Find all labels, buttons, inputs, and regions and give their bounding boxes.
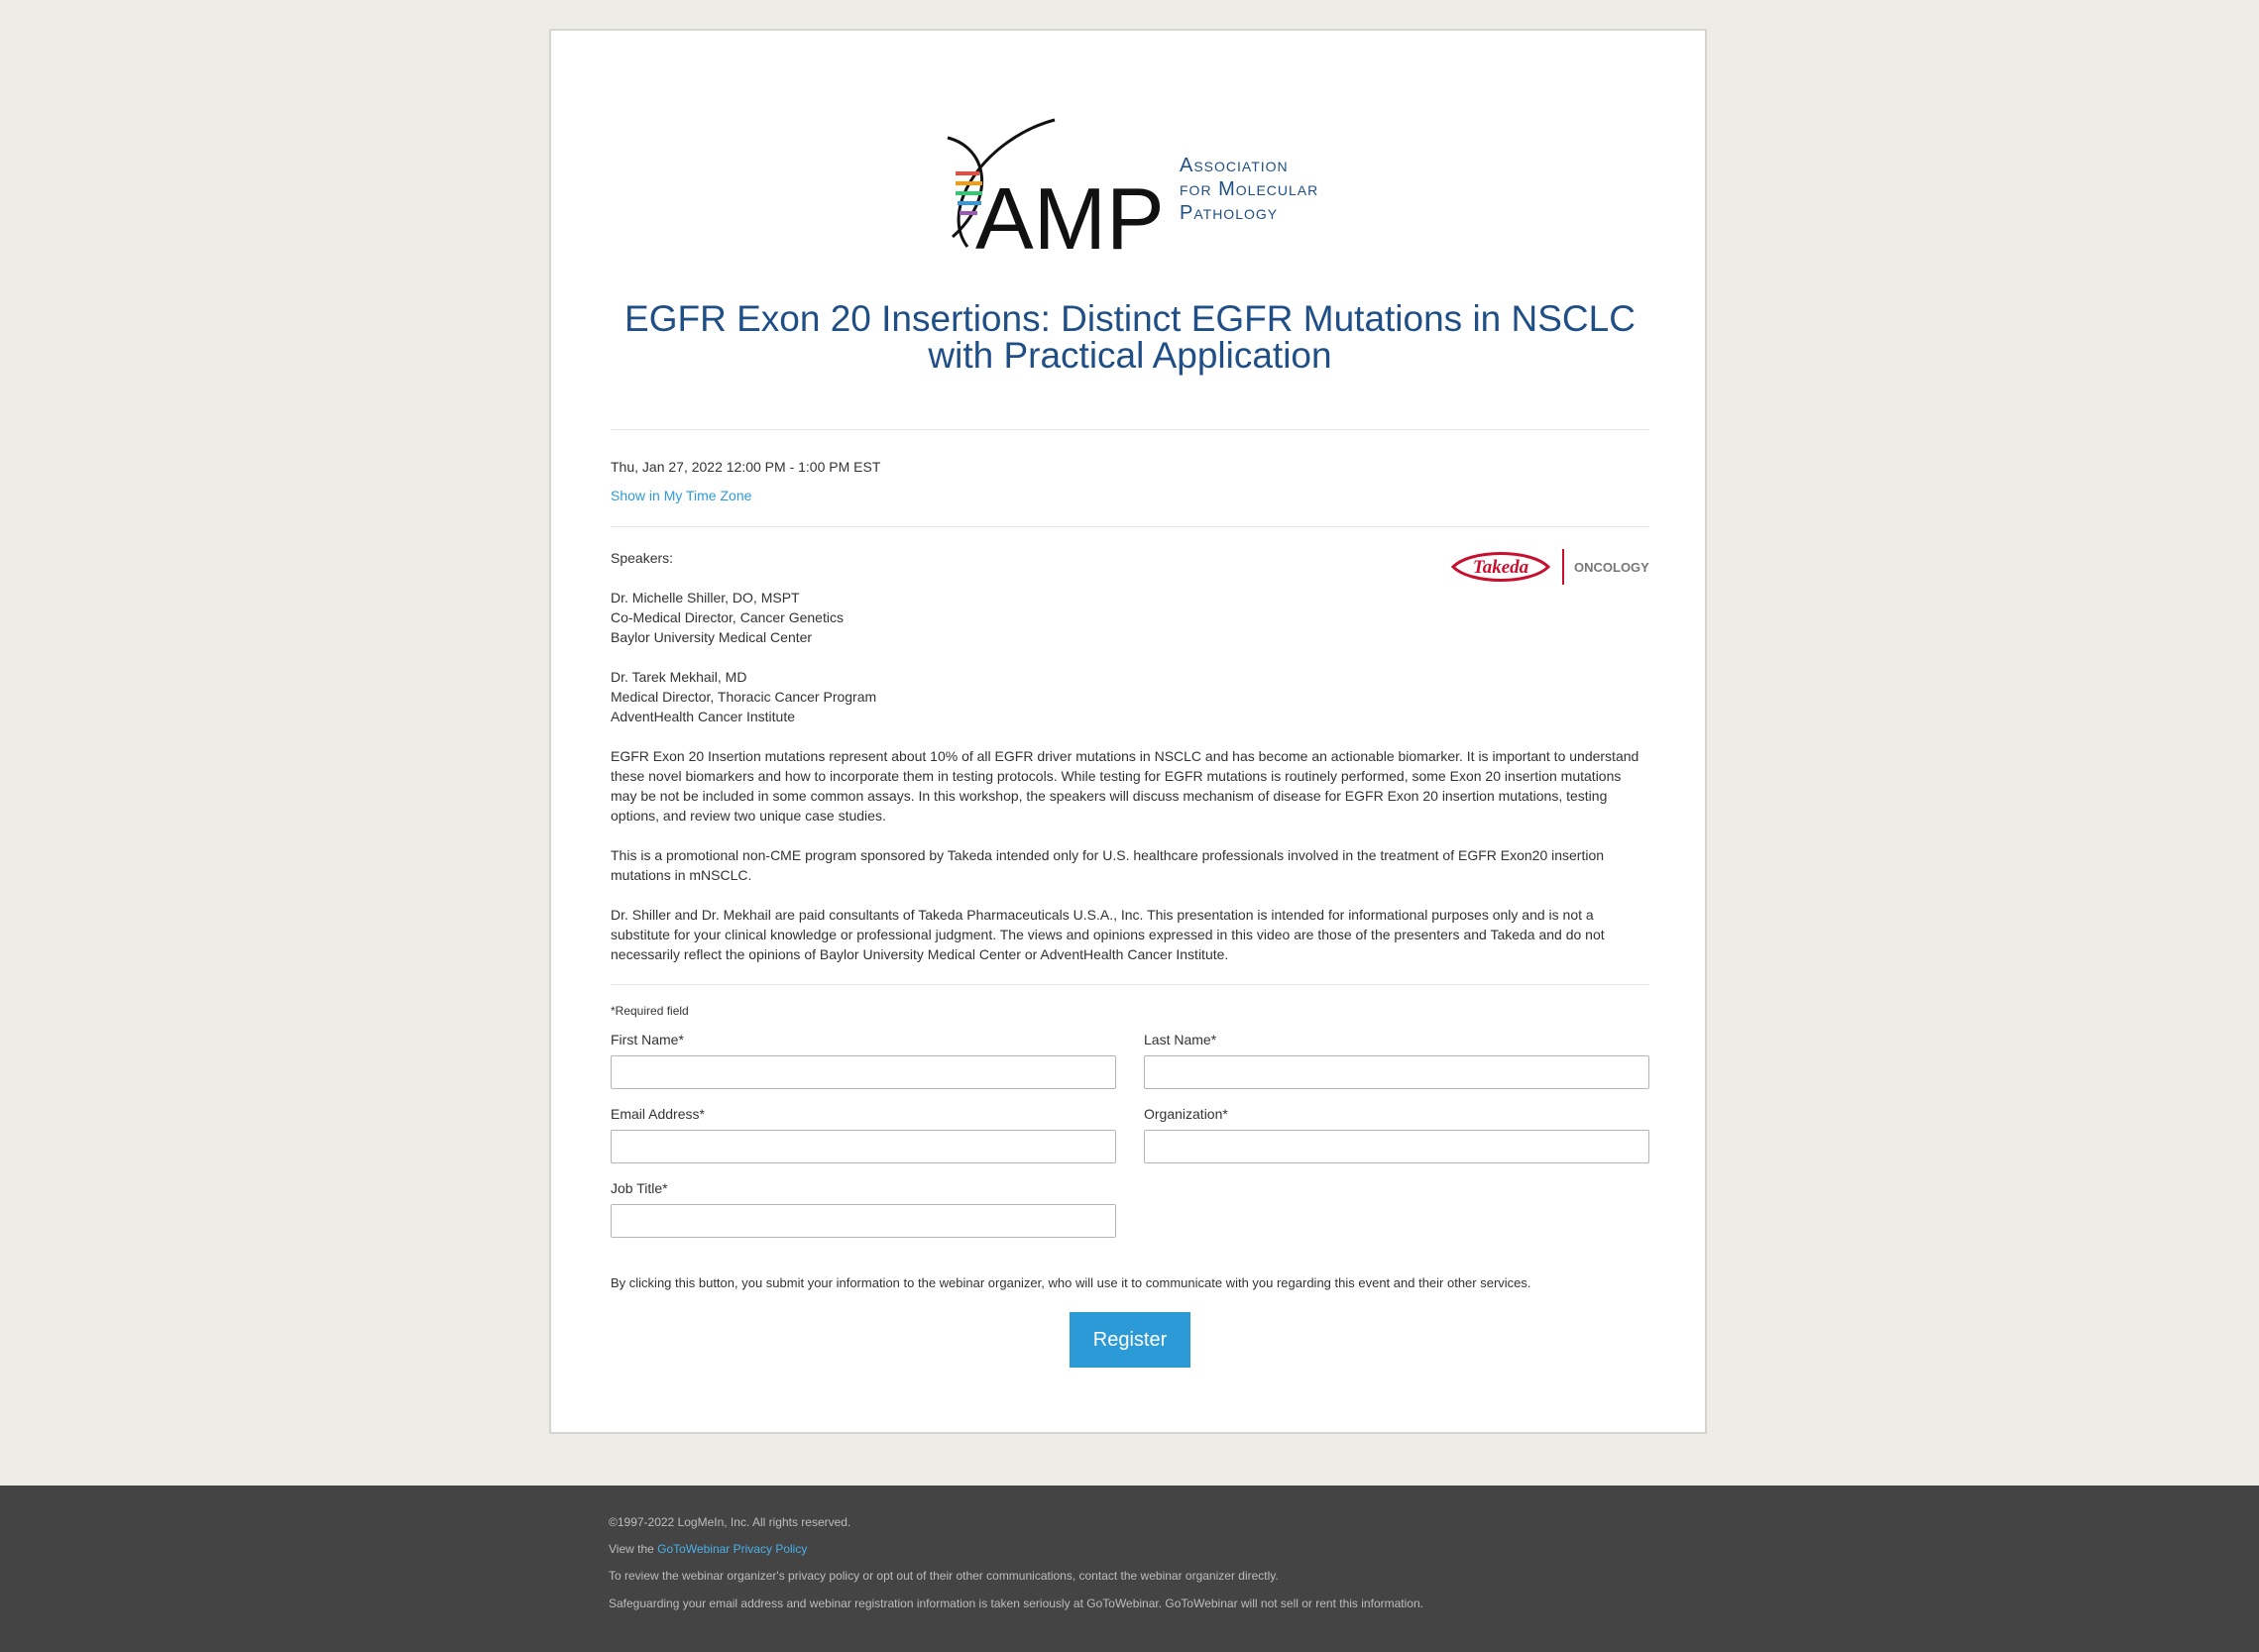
speaker-org: Baylor University Medical Center: [611, 629, 813, 645]
speaker-org: AdventHealth Cancer Institute: [611, 709, 795, 724]
privacy-policy-link[interactable]: GoToWebinar Privacy Policy: [657, 1542, 808, 1556]
description-paragraph: Dr. Shiller and Dr. Mekhail are paid consultants of Takeda Pharmaceuticals U.S.A., Inc. This presentation is intended for informational purposes only and is not a substitute for your clinical knowledge or professional judgment. The views and opinions expressed in this video are those of the presenters and Takeda and do not necessarily reflect the opinions of Baylor University Medical Center or AdventHealth Cancer Institute.: [611, 907, 1605, 962]
speakers-heading: Speakers:: [611, 550, 674, 566]
page-title: EGFR Exon 20 Insertions: Distinct EGFR Mutations in NSCLC with Practical Application: [624, 298, 1636, 376]
job-title-label: Job Title*: [611, 1180, 668, 1196]
event-datetime: Thu, Jan 27, 2022 12:00 PM - 1:00 PM EST: [611, 459, 881, 475]
consent-text: By clicking this button, you submit your information to the webinar organizer, who will use it to communicate with you regarding this event and their other services.: [611, 1275, 1531, 1290]
organization-label: Organization*: [1144, 1106, 1228, 1122]
speaker-role: Co-Medical Director, Cancer Genetics: [611, 609, 844, 625]
first-name-input[interactable]: [611, 1055, 1116, 1089]
speaker-role: Medical Director, Thoracic Cancer Program: [611, 689, 877, 705]
email-label: Email Address*: [611, 1106, 705, 1122]
description-paragraph: EGFR Exon 20 Insertion mutations represent about 10% of all EGFR driver mutations in NSCLC and has become an actionable biomarker. It is important to understand these novel biomarkers and how to incorporate them in testing protocols. While testing for EGFR mutations is routinely performed, some Exon 20 insertion mutations may be not be included in some common assays. In this workshop, the speakers will discuss mechanism of disease for EGFR Exon 20 insertion mutations, testing options, and review two unique case studies.: [611, 748, 1639, 824]
footer-copyright: ©1997-2022 LogMeIn, Inc. All rights reserved.: [609, 1515, 851, 1529]
footer-privacy-line: [609, 1542, 807, 1556]
divider: [611, 526, 1649, 527]
email-input[interactable]: [611, 1130, 1116, 1163]
takeda-oncology-logo: [1451, 546, 1649, 588]
speaker-name: Dr. Michelle Shiller, DO, MSPT: [611, 590, 800, 606]
org-line: Association: [1180, 155, 1289, 176]
organization-input[interactable]: [1144, 1130, 1649, 1163]
takeda-brand: Takeda: [1472, 557, 1529, 578]
divider: [611, 984, 1649, 985]
divider: [611, 429, 1649, 430]
footer: [0, 1486, 2259, 1652]
speaker-name: Dr. Tarek Mekhail, MD: [611, 669, 747, 685]
last-name-label: Last Name*: [1144, 1032, 1217, 1047]
oncology-label: ONCOLOGY: [1574, 560, 1649, 575]
amp-letters: AMP: [975, 169, 1165, 257]
speaker-block: [611, 667, 876, 726]
footer-organizer-note: To review the webinar organizer's privacy policy or opt out of their other communications, contact the webinar organizer directly.: [609, 1569, 1279, 1583]
required-field-note: *Required field: [611, 1004, 689, 1018]
register-button[interactable]: Register: [1070, 1312, 1190, 1368]
last-name-input[interactable]: [1144, 1055, 1649, 1089]
org-line: Pathology: [1180, 202, 1279, 224]
description-paragraph: This is a promotional non-CME program sponsored by Takeda intended only for U.S. healthcare professionals involved in the treatment of EGFR Exon20 insertion mutations in mNSCLC.: [611, 847, 1605, 883]
job-title-input[interactable]: [611, 1204, 1116, 1238]
footer-safeguard-note: Safeguarding your email address and webinar registration information is taken seriously at GoToWebinar. GoToWebinar will not sell or rent this information.: [609, 1597, 1423, 1610]
first-name-label: First Name*: [611, 1032, 684, 1047]
speaker-block: [611, 588, 844, 647]
registration-card: [549, 29, 1707, 1434]
show-in-my-time-zone-link[interactable]: Show in My Time Zone: [611, 488, 752, 503]
amp-org-name: [1180, 154, 1318, 225]
footer-privacy-prefix: View the: [609, 1542, 654, 1556]
org-line: for Molecular: [1180, 178, 1319, 200]
